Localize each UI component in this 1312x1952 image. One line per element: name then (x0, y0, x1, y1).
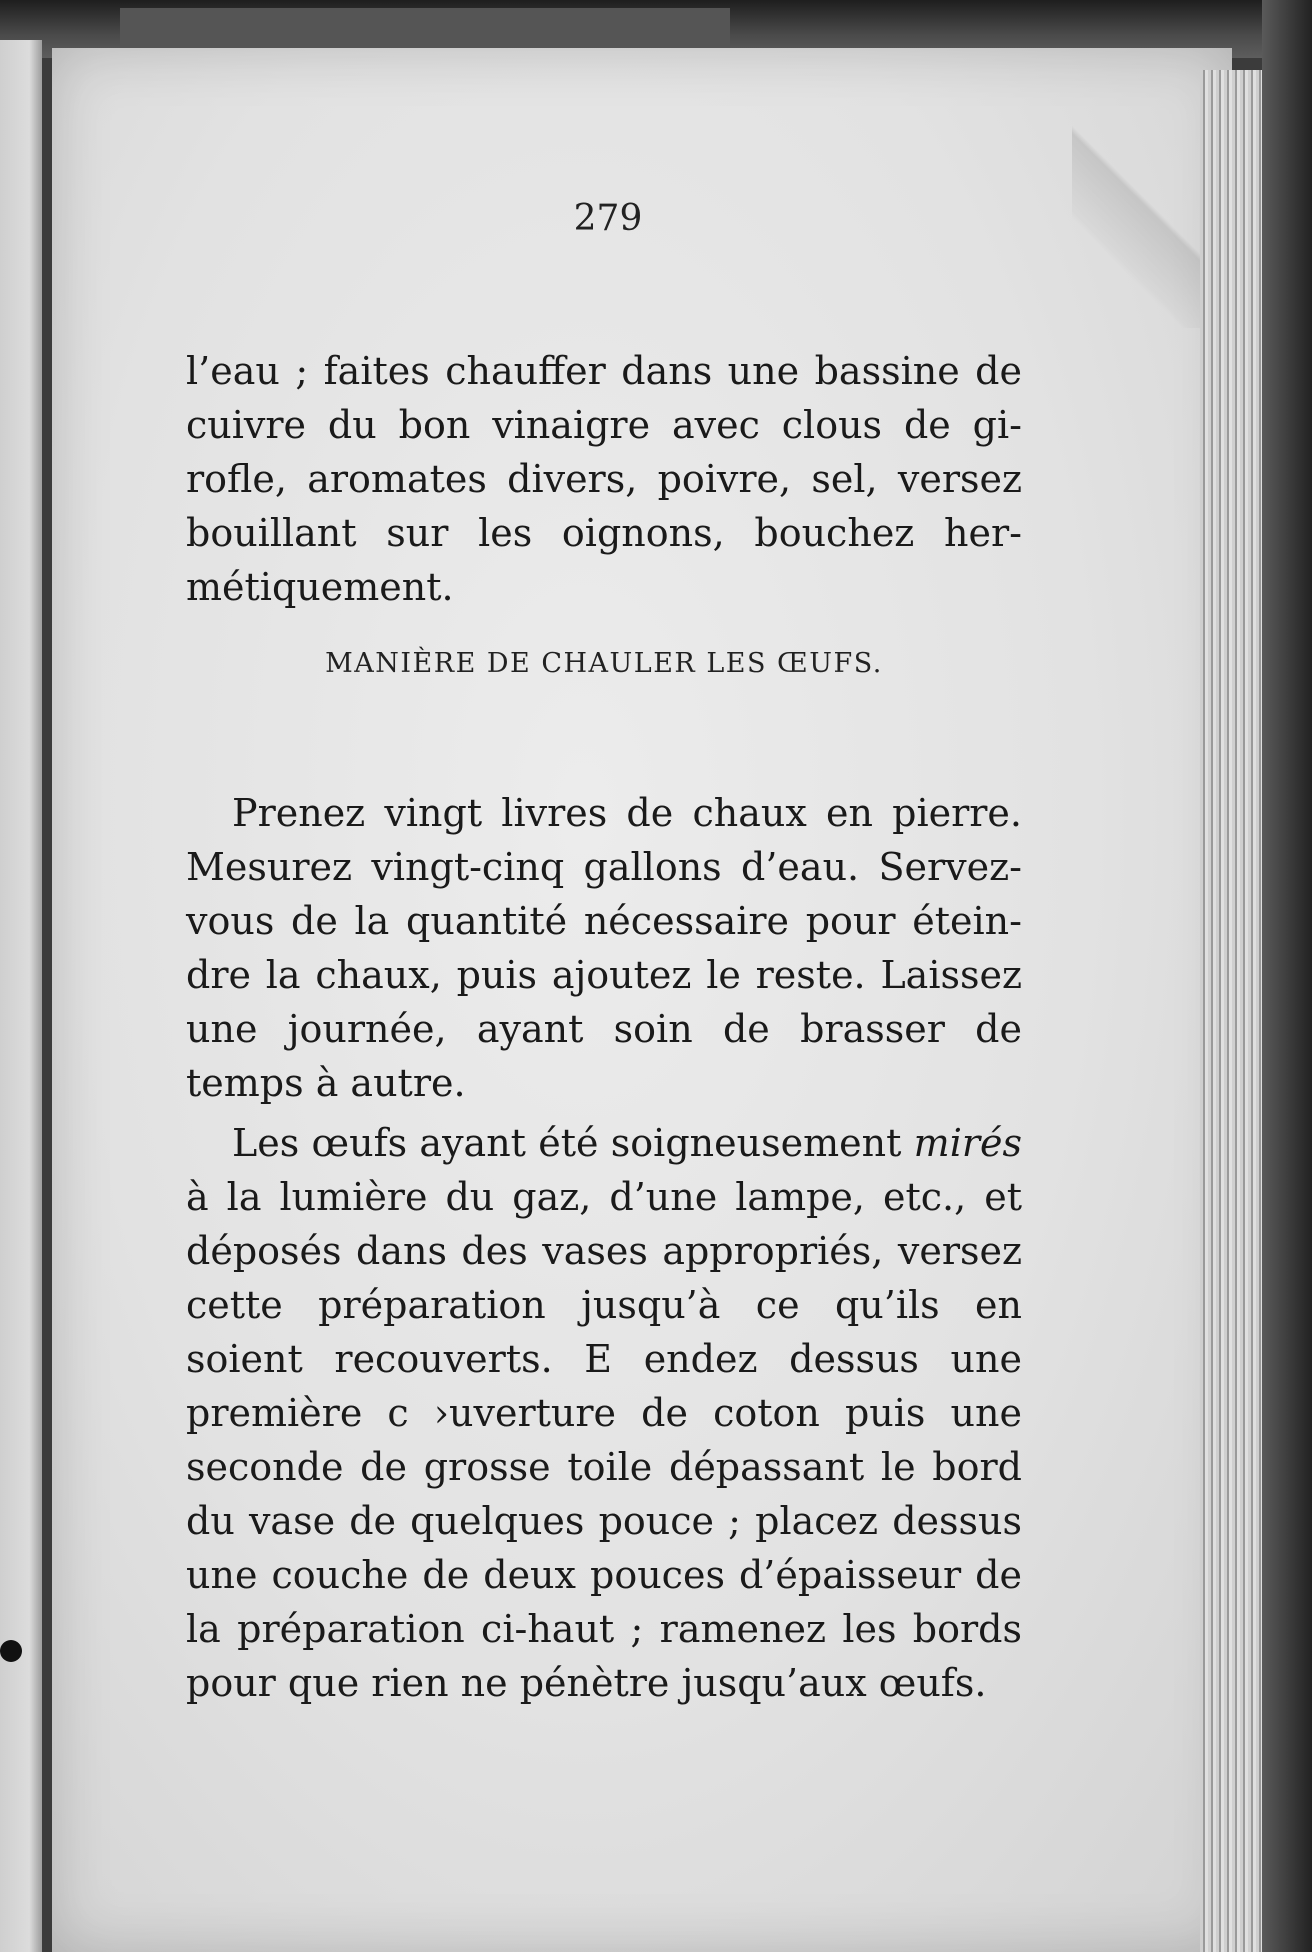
left-edge-mark (0, 1640, 22, 1662)
binding-band (120, 8, 730, 51)
paragraph-text: à la lumière du gaz, d’une lampe, etc., et déposés dans des vases appropriés, versez cette préparation jusqu’à ce qu’ils en soient recouverts. E endez dessus une première c ›uverture de coton puis une seconde de grosse toile dépassant le bord du vase de quelques pouce ; placez dessus une couche de deux pouces d’épaisseur de la préparation ci-haut ; ramenez les bords pour que rien ne pénètre jusqu’aux œufs. (186, 1175, 1022, 1705)
paragraph-text: Les œufs ayant été soigneusement (232, 1121, 914, 1165)
adjacent-left-page (0, 40, 42, 1952)
section-heading: MANIÈRE DE CHAULER LES ŒUFS. (325, 648, 883, 679)
paragraph: l’eau ; faites chauffer dans une bassine de cuivre du bon vinaigre avec clous de girofle, aromates divers, poivre, sel, versez bouillant sur les oignons, bouchez hermétiquement. (186, 349, 1022, 609)
paragraph: Prenez vingt livres de chaux en pierre. Mesurez vingt-cinq gallons d’eau. Servez-vous de la quantité nécessaire pour éteindre la chaux, puis ajoutez le reste. Laissez une journée, ayant soin de brasser de temps à autre. (186, 791, 1022, 1105)
paragraph (186, 1116, 1022, 1710)
page-block-edges (1200, 70, 1270, 1952)
page-number: 279 (573, 198, 643, 239)
book-cover-edge (1262, 0, 1312, 1952)
italic-word: mirés (913, 1121, 1022, 1165)
